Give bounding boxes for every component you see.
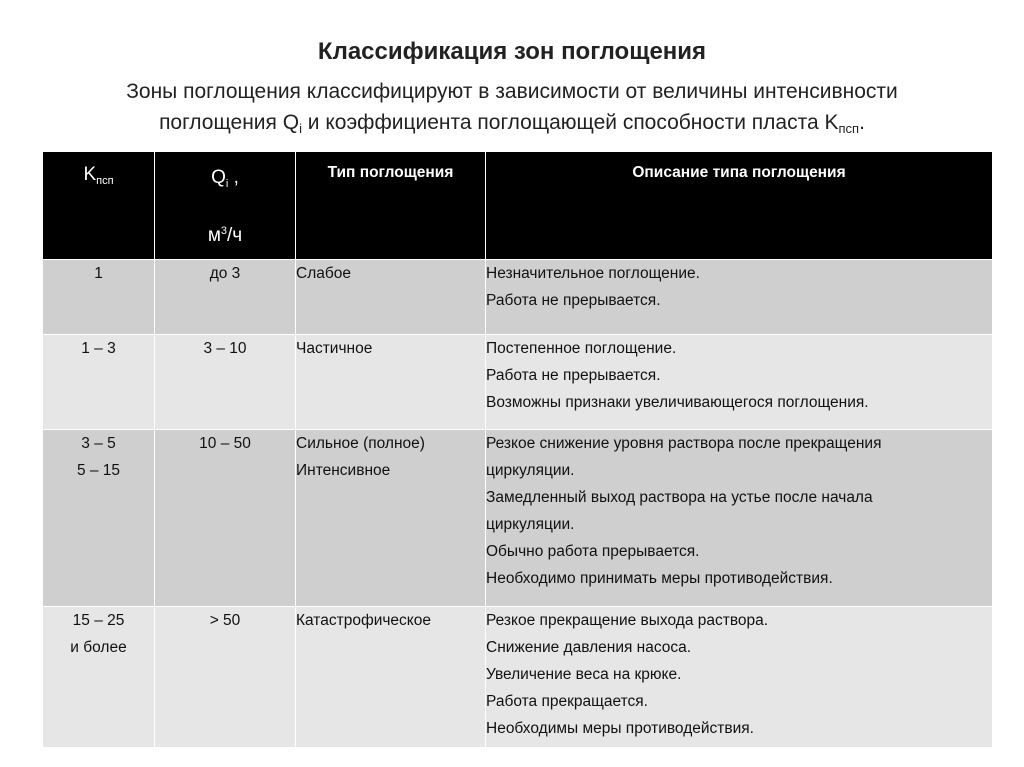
cell-k [43, 430, 155, 607]
cell-line: Сильное (полное) [296, 435, 425, 452]
cell-type [296, 607, 486, 748]
header-k-main: K [83, 164, 97, 185]
table-row [43, 607, 993, 748]
cell-line: 15 – 25 [72, 612, 125, 629]
cell-q [155, 335, 296, 430]
classification-table [42, 151, 993, 748]
cell-q [155, 607, 296, 748]
cell-line: 5 – 15 [76, 462, 121, 479]
header-q-unit-sup: 3 [220, 225, 227, 237]
cell-line: Увеличение веса на крюке. [486, 666, 682, 683]
cell-line: 1 – 3 [81, 340, 116, 357]
cell-k [43, 607, 155, 748]
cell-line: 10 – 50 [199, 435, 251, 452]
header-type [296, 152, 486, 260]
cell-description [486, 260, 993, 335]
cell-q [155, 430, 296, 607]
header-k-sub: псп [96, 175, 114, 187]
table-row [43, 430, 993, 607]
cell-description [486, 607, 993, 748]
cell-line: циркуляции. [486, 516, 575, 533]
cell-line: Замедленный выход раствора на устье после начала [486, 489, 873, 506]
cell-type [296, 335, 486, 430]
cell-line: Частичное [296, 340, 373, 357]
cell-k [43, 335, 155, 430]
cell-line: > 50 [209, 612, 241, 629]
cell-description [486, 335, 993, 430]
subtitle-line-2 [0, 107, 1024, 138]
cell-line: 3 – 10 [203, 340, 247, 357]
cell-q [155, 260, 296, 335]
cell-line: Резкое прекращение выхода раствора. [486, 612, 769, 629]
cell-description [486, 430, 993, 607]
cell-line: Работа прекращается. [486, 693, 648, 710]
cell-line: Обычно работа прерывается. [486, 543, 700, 560]
cell-line: Работа не прерывается. [486, 367, 661, 384]
page-subtitle [0, 76, 1024, 138]
cell-line: Необходимы меры противодействия. [486, 720, 754, 737]
cell-line: Слабое [296, 265, 351, 282]
cell-line: Работа не прерывается. [486, 292, 661, 309]
header-type-label: Тип поглощения [327, 164, 454, 181]
header-q-main: Q [211, 167, 226, 188]
cell-line: циркуляции. [486, 462, 575, 479]
cell-line: до 3 [209, 265, 241, 282]
header-description-label: Описание типа поглощения [632, 164, 846, 181]
header-q-unit: м [207, 225, 221, 246]
table-row [43, 260, 993, 335]
cell-type [296, 260, 486, 335]
header-description [486, 152, 993, 260]
table-header-row [43, 152, 993, 260]
cell-line: Необходимо принимать меры противодействия. [486, 570, 833, 587]
cell-line: Катастрофическое [296, 612, 431, 629]
subtitle-text: и коэффициента поглощающей способности пласта K [301, 111, 839, 134]
cell-line: и более [70, 639, 127, 656]
cell-type [296, 430, 486, 607]
header-q-sub: i [225, 178, 229, 190]
subtitle-subscript: псп [838, 121, 860, 136]
header-q [155, 152, 296, 260]
cell-line: Снижение давления насоса. [486, 639, 692, 656]
cell-line: Резкое снижение уровня раствора после прекращения [486, 435, 882, 452]
subtitle-text: . [859, 111, 865, 134]
cell-line: Возможны признаки увеличивающегося поглощения. [486, 394, 869, 411]
cell-k [43, 260, 155, 335]
header-q-comma: , [228, 167, 239, 188]
cell-line: Интенсивное [296, 462, 391, 479]
cell-line: Постепенное поглощение. [486, 340, 677, 357]
page-title: Классификация зон поглощения [317, 38, 707, 65]
cell-line: 1 [94, 265, 103, 282]
table-row [43, 335, 993, 430]
subtitle-text: поглощения Q [159, 111, 300, 134]
subtitle-line-1: Зоны поглощения классифицируют в зависимости от величины интенсивности [126, 80, 898, 103]
subtitle-subscript: i [299, 121, 302, 136]
header-q-unit-post: /ч [227, 225, 243, 246]
cell-line: 3 – 5 [81, 435, 116, 452]
cell-line: Незначительное поглощение. [486, 265, 700, 282]
header-k-psp [43, 152, 155, 260]
